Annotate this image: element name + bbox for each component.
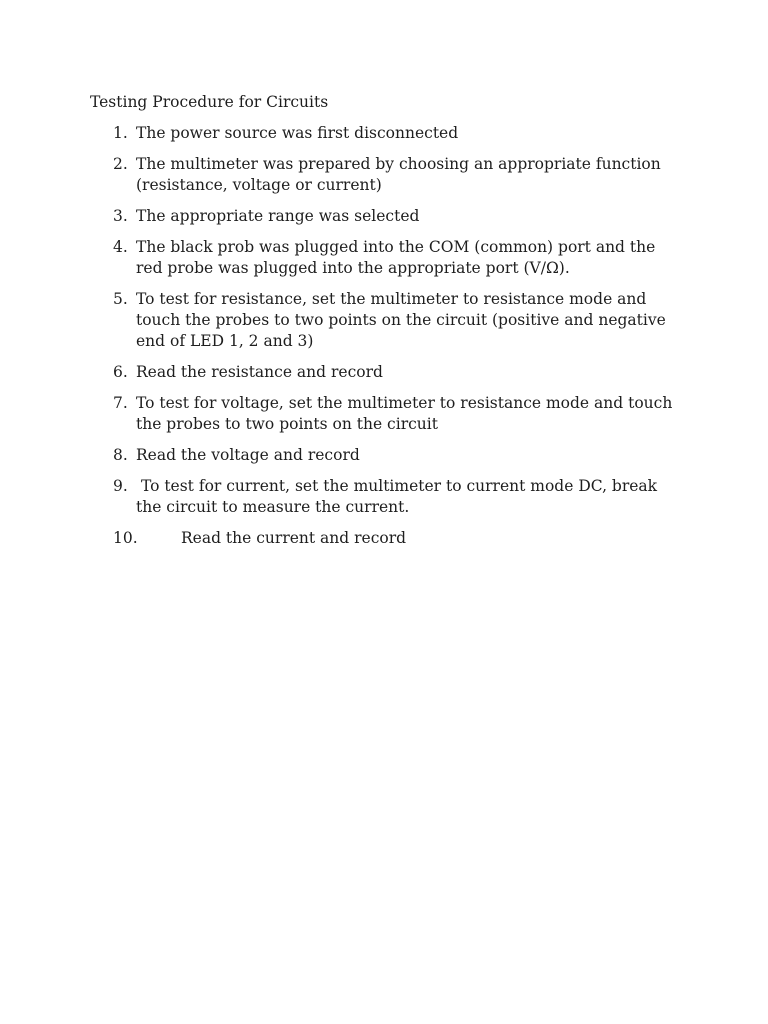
list-item xyxy=(0,237,768,279)
step-number: 1. xyxy=(113,124,128,142)
step-text: To test for voltage, set the multimeter to resistance mode and touch the probes to two points on the circuit xyxy=(136,394,673,433)
list-item xyxy=(0,206,768,227)
step-text: The black prob was plugged into the COM (common) port and the red probe was plugged into the appropriate port (V/Ω). xyxy=(136,238,656,277)
step-text: Read the current and record xyxy=(181,529,407,547)
step-text: The multimeter was prepared by choosing an appropriate function (resistance, voltage or current) xyxy=(136,155,661,194)
list-item xyxy=(0,289,768,352)
step-text: The power source was first disconnected xyxy=(136,124,459,142)
list-item xyxy=(0,154,768,196)
list-item xyxy=(0,362,768,383)
step-text: Read the resistance and record xyxy=(136,363,383,381)
step-text: To test for current, set the multimeter to current mode DC, break the circuit to measure the current. xyxy=(136,477,662,516)
step-number: 9. xyxy=(113,477,128,495)
step-number: 6. xyxy=(113,363,128,381)
step-number: 10. xyxy=(113,529,138,547)
step-number: 2. xyxy=(113,155,128,173)
step-number: 5. xyxy=(113,290,128,308)
step-text: The appropriate range was selected xyxy=(136,207,420,225)
list-item xyxy=(0,445,768,466)
step-number: 4. xyxy=(113,238,128,256)
list-item xyxy=(0,393,768,435)
step-text: To test for resistance, set the multimeter to resistance mode and touch the probes to two points on the circuit (positive and negative end of LED 1, 2 and 3) xyxy=(136,290,666,350)
step-text: Read the voltage and record xyxy=(136,446,360,464)
page-title: Testing Procedure for Circuits xyxy=(90,93,329,111)
list-item xyxy=(0,476,768,518)
procedure-list xyxy=(0,123,768,559)
list-item xyxy=(0,123,768,144)
list-item xyxy=(0,528,768,549)
step-number: 8. xyxy=(113,446,128,464)
step-number: 7. xyxy=(113,394,128,412)
step-number: 3. xyxy=(113,207,128,225)
